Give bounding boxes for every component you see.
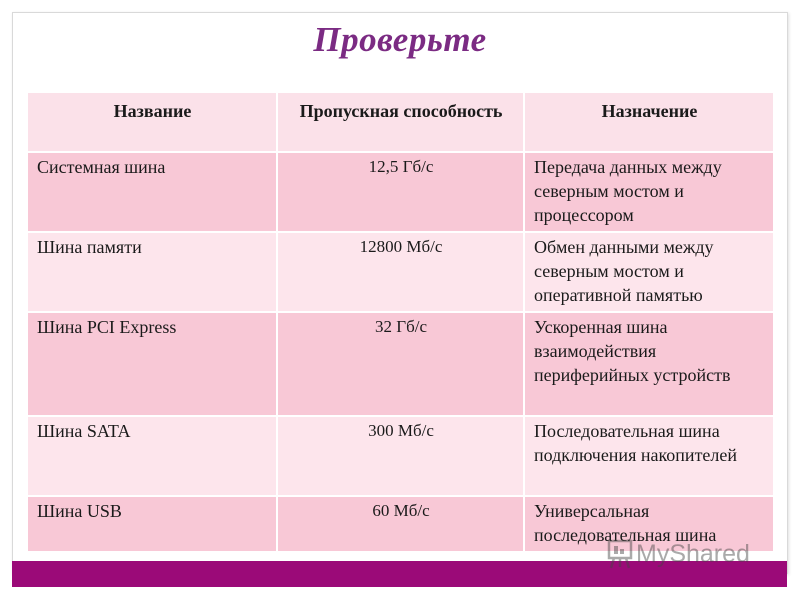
table-header-row: [27, 92, 774, 152]
cell-purpose: Последовательная шина подключения накопителей: [524, 416, 774, 496]
cell-purpose: Передача данных между северным мостом и процессором: [524, 152, 774, 232]
cell-name: Шина USB: [27, 496, 277, 552]
table-row: [27, 152, 774, 232]
table-row: [27, 312, 774, 416]
cell-bandwidth: 12800 Мб/с: [277, 232, 524, 312]
cell-name: Системная шина: [27, 152, 277, 232]
slide-title: Проверьте: [313, 20, 487, 59]
cell-bandwidth: 32 Гб/с: [277, 312, 524, 416]
cell-bandwidth: 60 Мб/с: [277, 496, 524, 552]
presentation-board-icon: [606, 534, 766, 574]
table-row: [27, 232, 774, 312]
cell-name: Шина SATA: [27, 416, 277, 496]
header-purpose: Назначение: [524, 92, 774, 152]
cell-bandwidth: 12,5 Гб/с: [277, 152, 524, 232]
cell-purpose: Универсальная последовательная шина: [524, 496, 774, 552]
cell-name: Шина PCI Express: [27, 312, 277, 416]
header-name: Название: [27, 92, 277, 152]
watermark-text: MyShared: [636, 540, 750, 568]
cell-purpose: Ускоренная шина взаимодействия периферийных устройств: [524, 312, 774, 416]
cell-bandwidth: 300 Мб/с: [277, 416, 524, 496]
header-bandwidth: Пропускная способность: [277, 92, 524, 152]
watermark-logo: [606, 534, 766, 574]
bus-comparison-table: [26, 91, 775, 553]
cell-name: Шина памяти: [27, 232, 277, 312]
table-row: [27, 416, 774, 496]
cell-purpose: Обмен данными между северным мостом и оперативной памятью: [524, 232, 774, 312]
